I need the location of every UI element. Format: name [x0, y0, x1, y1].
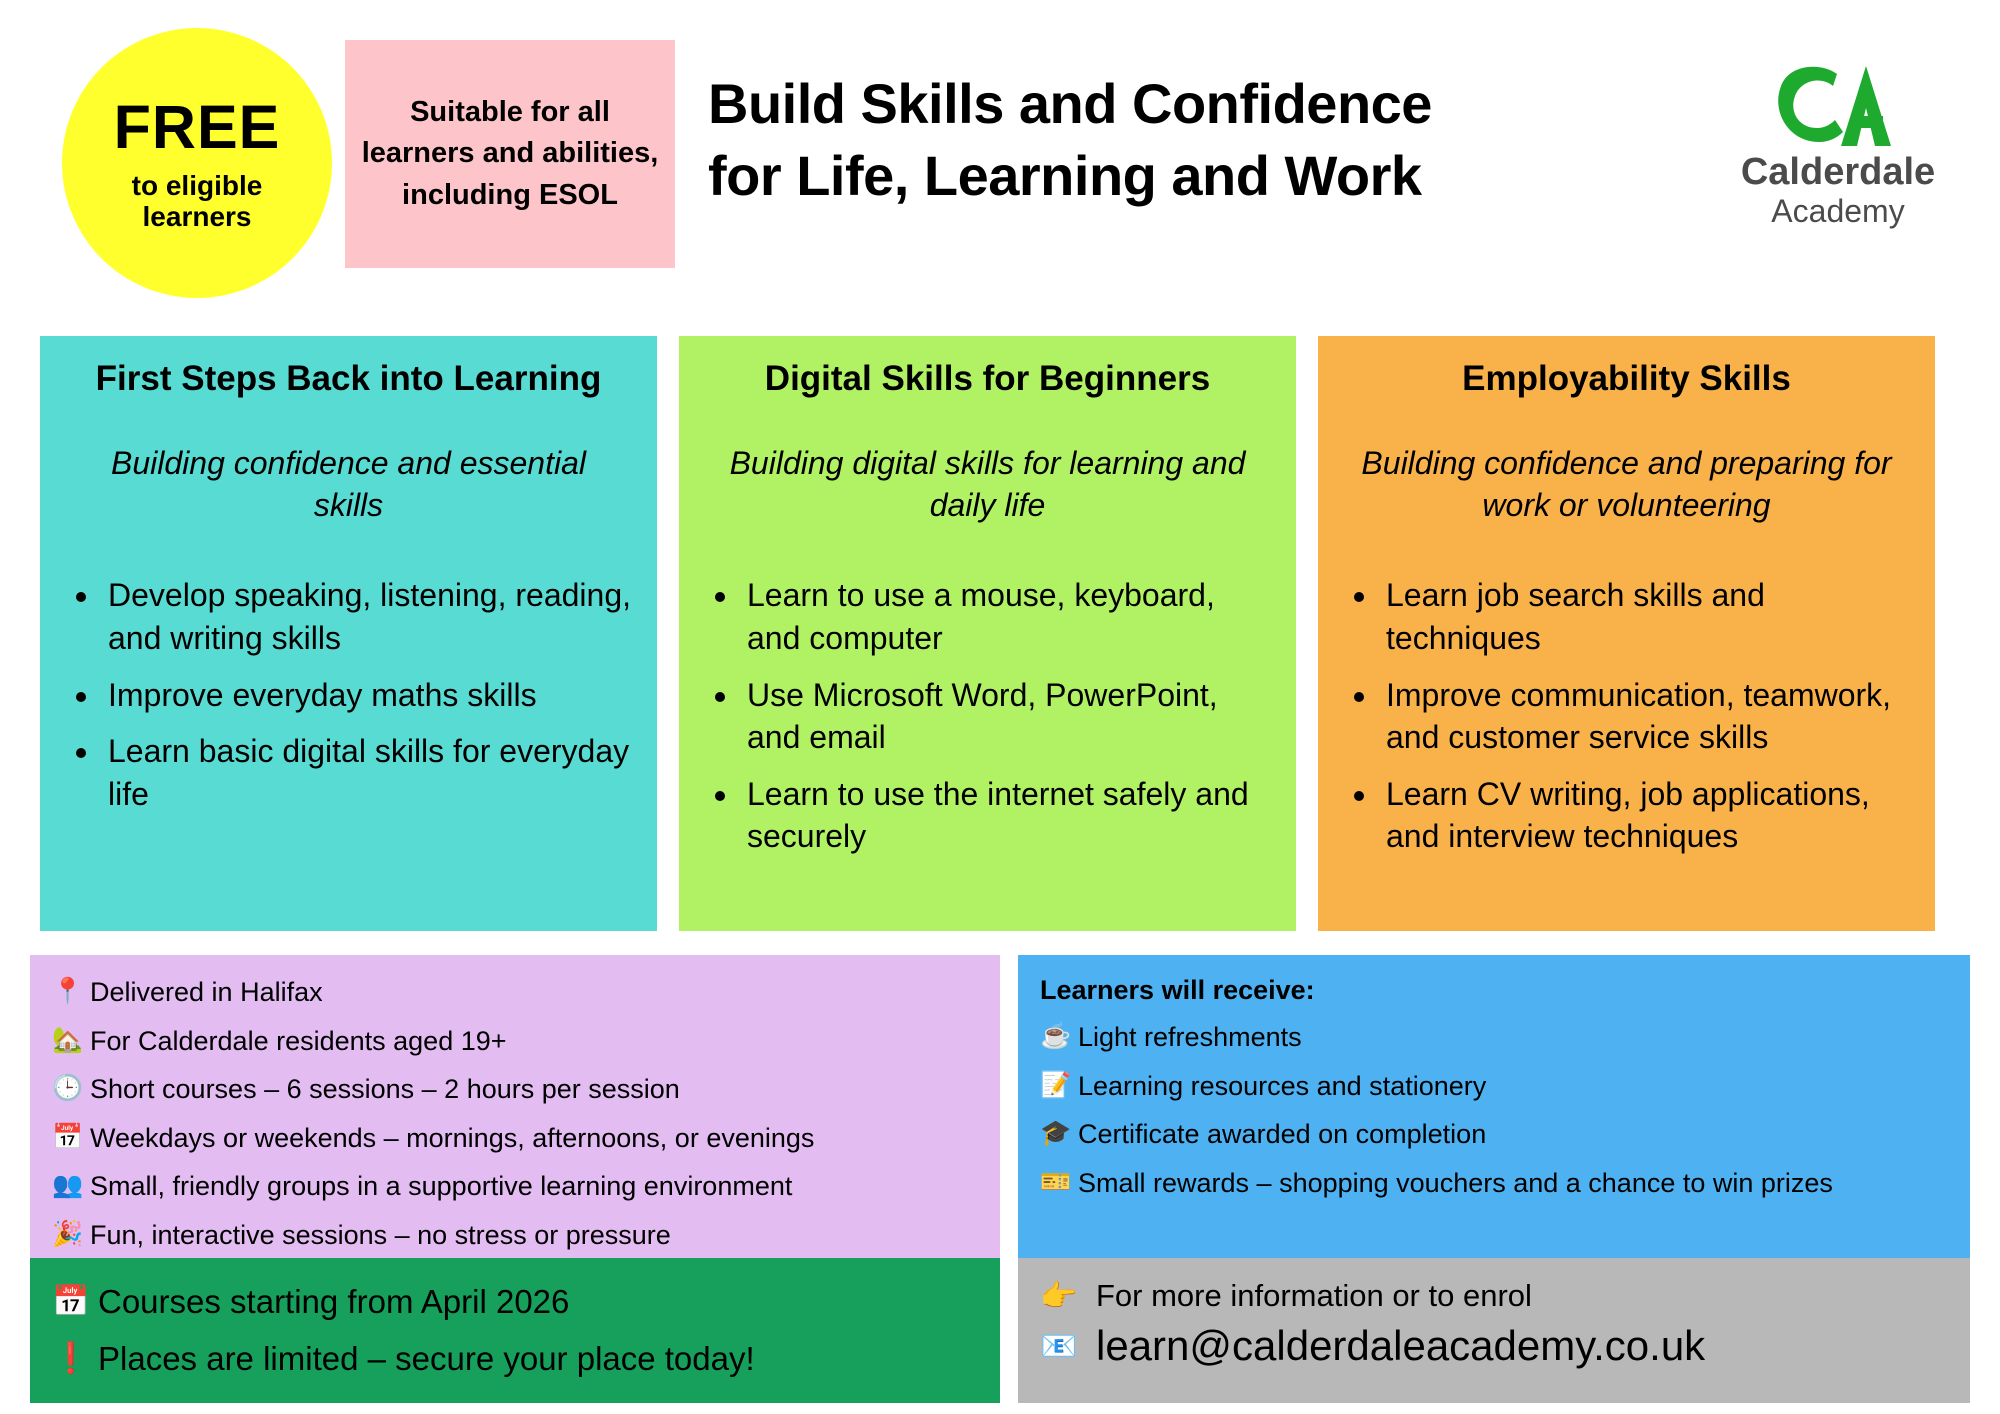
course-bullet: • Improve communication, teamwork, and customer service skills	[1380, 674, 1909, 759]
course-bullet: • Learn basic digital skills for everyday life	[102, 730, 631, 815]
detail-item	[52, 1121, 978, 1156]
location-pin-icon: 📍	[52, 977, 84, 1005]
footer-text: Places are limited – secure your place today!	[98, 1339, 755, 1377]
pointing-hand-icon: 👉	[1040, 1279, 1078, 1313]
poster-footer	[30, 1258, 1970, 1403]
course-bullet: • Learn job search skills and techniques	[1380, 574, 1909, 659]
course-card-employability	[1318, 336, 1935, 931]
learners-receive-heading: Learners will receive:	[1040, 975, 1315, 1005]
detail-text: Short courses – 6 sessions – 2 hours per session	[90, 1074, 680, 1105]
detail-text: Weekdays or weekends – mornings, afternoons, or evenings	[90, 1122, 815, 1153]
detail-item	[52, 1218, 978, 1253]
detail-text: Fun, interactive sessions – no stress or pressure	[90, 1219, 671, 1250]
page-title-line-2: for Life, Learning and Work	[708, 143, 1422, 207]
detail-panels	[30, 955, 1970, 1272]
contact-email-line[interactable]	[1040, 1322, 1948, 1370]
receive-text: Certificate awarded on completion	[1078, 1119, 1487, 1150]
detail-text: Small, friendly groups in a supportive learning environment	[90, 1171, 793, 1202]
logo	[1728, 58, 1948, 229]
free-badge-headline: FREE	[113, 93, 281, 162]
receive-item	[1040, 1069, 1948, 1104]
course-bullet: • Learn CV writing, job applications, and interview techniques	[1380, 773, 1909, 858]
course-bullet-list	[1344, 574, 1909, 857]
course-bullet: • Develop speaking, listening, reading, and writing skills	[102, 574, 631, 659]
logo-subname: Academy	[1771, 192, 1905, 229]
footer-text: Courses starting from April 2026	[98, 1283, 570, 1320]
course-bullet: • Improve everyday maths skills	[102, 674, 631, 717]
contact-info-text: For more information or to enrol	[1096, 1278, 1532, 1313]
footer-item	[52, 1280, 978, 1325]
contact-email[interactable]: learn@calderdaleacademy.co.uk	[1096, 1322, 1706, 1369]
calendar-icon: 📅	[52, 1122, 84, 1151]
course-bullet-list	[705, 574, 1270, 857]
contact-info-line	[1040, 1278, 1948, 1314]
detail-text: For Calderdale residents aged 19+	[90, 1025, 507, 1056]
receive-item	[1040, 1117, 1948, 1152]
poster-header	[0, 0, 2000, 305]
course-title: Digital Skills for Beginners	[764, 359, 1211, 398]
detail-item	[52, 1169, 978, 1204]
footer-item	[52, 1337, 978, 1382]
detail-item	[52, 975, 978, 1010]
course-bullet: • Learn to use a mouse, keyboard, and computer	[741, 574, 1270, 659]
receive-text: Learning resources and stationery	[1078, 1070, 1487, 1101]
exclamation-icon: ❗	[52, 1341, 90, 1375]
page-title	[708, 68, 1718, 211]
course-subtitle: Building digital skills for learning and daily life	[729, 445, 1246, 524]
party-popper-icon: 🎉	[52, 1219, 84, 1248]
page-title-line-1: Build Skills and Confidence	[708, 72, 1432, 135]
course-columns	[40, 336, 1962, 931]
receive-text: Small rewards – shopping vouchers and a chance to win prizes	[1078, 1167, 1833, 1198]
clock-icon: 🕒	[52, 1074, 84, 1103]
receive-text: Light refreshments	[1078, 1022, 1302, 1052]
course-title: First Steps Back into Learning	[95, 359, 602, 398]
learners-receive-panel	[1018, 955, 1970, 1272]
coffee-cup-icon: ☕	[1040, 1022, 1072, 1050]
calendar-icon: 📅	[52, 1285, 90, 1319]
logo-name: Calderdale	[1740, 151, 1936, 193]
free-badge-subtext: to eligible learners	[131, 169, 263, 233]
free-badge	[62, 28, 332, 298]
start-date-panel	[30, 1258, 1000, 1403]
course-card-first-steps	[40, 336, 657, 931]
house-icon: 🏡	[52, 1025, 84, 1054]
contact-panel	[1018, 1258, 1970, 1403]
esol-badge	[345, 40, 675, 268]
logo-mark-icon	[1728, 58, 1948, 150]
receive-item	[1040, 1020, 1948, 1055]
course-bullet: • Learn to use the internet safely and securely	[741, 773, 1270, 858]
course-subtitle: Building confidence and essential skills	[111, 445, 586, 524]
ticket-icon: 🎫	[1040, 1167, 1072, 1196]
detail-item	[52, 1072, 978, 1107]
course-title: Employability Skills	[1462, 359, 1791, 398]
email-icon: 📧	[1040, 1329, 1078, 1363]
course-details-panel	[30, 955, 1000, 1272]
detail-item	[52, 1024, 978, 1059]
course-subtitle: Building confidence and preparing for work or volunteering	[1361, 445, 1892, 524]
people-icon: 👥	[52, 1171, 84, 1200]
course-card-digital-skills	[679, 336, 1296, 931]
receive-item	[1040, 1166, 1948, 1201]
graduation-cap-icon: 🎓	[1040, 1119, 1072, 1148]
notepad-icon: 📝	[1040, 1070, 1072, 1099]
course-bullet-list	[66, 574, 631, 815]
esol-badge-text: Suitable for all learners and abilities, including ESOL	[361, 96, 659, 211]
detail-text: Delivered in Halifax	[90, 977, 323, 1007]
course-bullet: • Use Microsoft Word, PowerPoint, and email	[741, 674, 1270, 759]
